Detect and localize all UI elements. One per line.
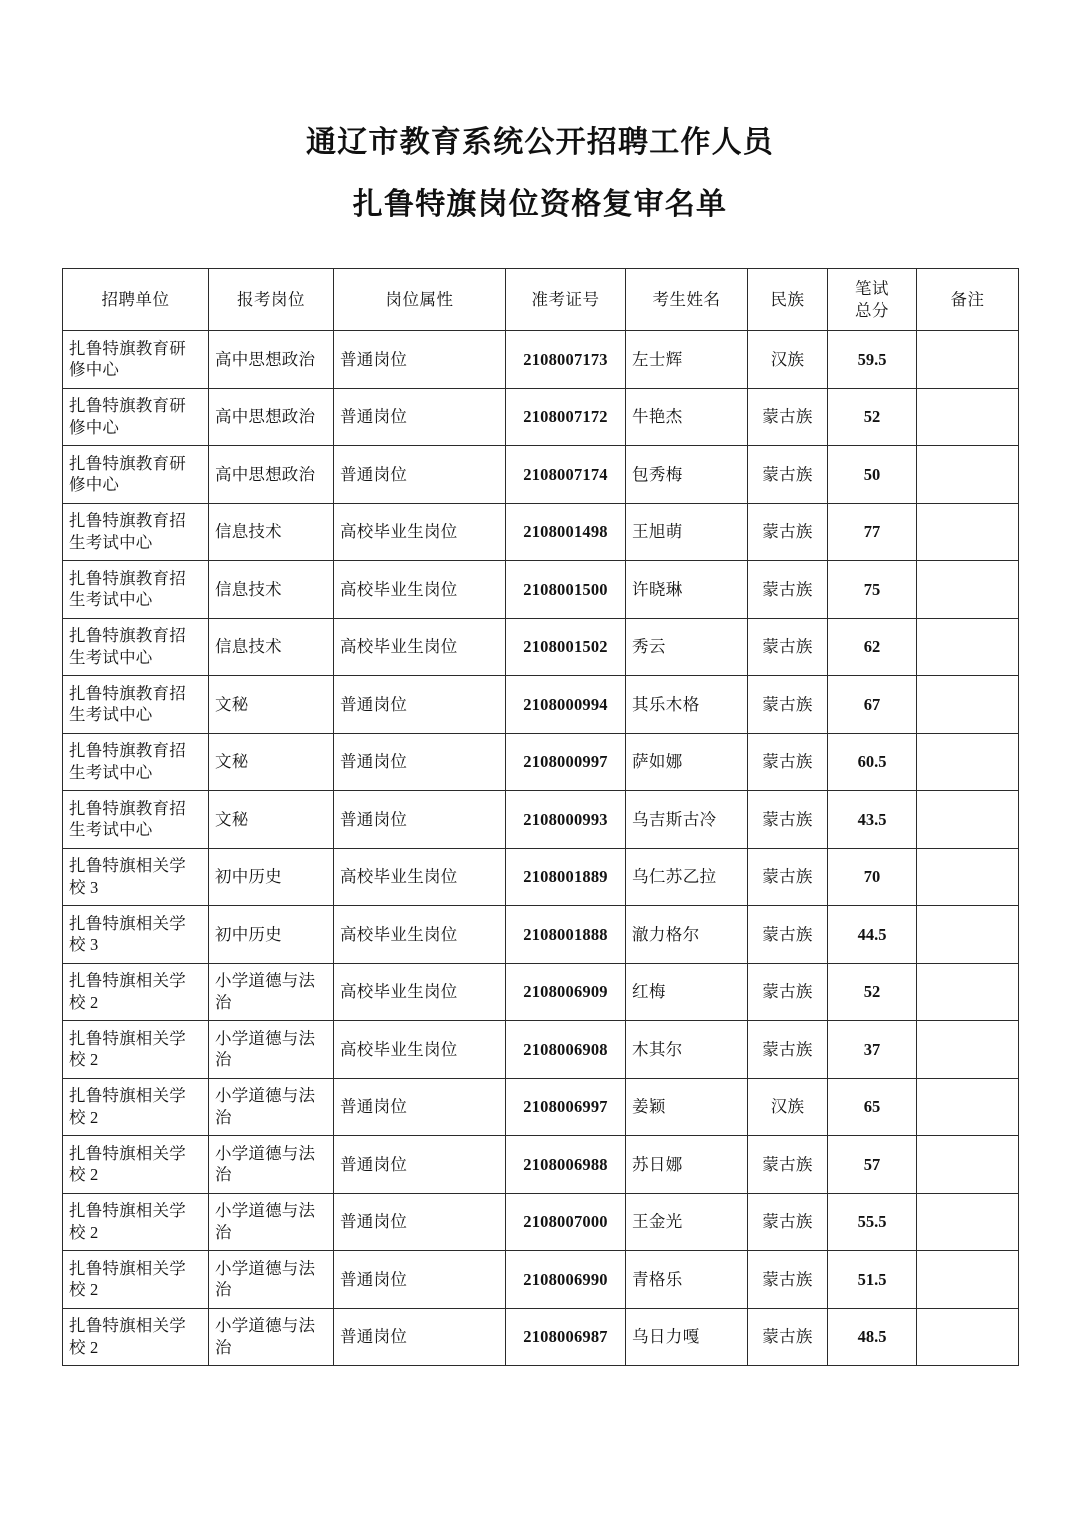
cell-attribute: 普通岗位: [334, 733, 506, 791]
cell-remark: [917, 561, 1019, 619]
cell-unit: 扎鲁特旗相关学校 2: [63, 1308, 209, 1366]
table-row: [63, 503, 1019, 561]
cell-exam-no: 2108006908: [506, 1021, 626, 1079]
table-row: [63, 331, 1019, 389]
cell-exam-no: 2108006988: [506, 1136, 626, 1194]
cell-ethnicity: 蒙古族: [748, 791, 828, 849]
cell-ethnicity: 蒙古族: [748, 963, 828, 1021]
cell-post: 小学道德与法治: [209, 963, 334, 1021]
cell-name: 乌日力嘎: [626, 1308, 748, 1366]
cell-remark: [917, 791, 1019, 849]
cell-unit: 扎鲁特旗相关学校 2: [63, 1136, 209, 1194]
cell-remark: [917, 388, 1019, 446]
cell-post: 文秘: [209, 791, 334, 849]
cell-name: 许晓琳: [626, 561, 748, 619]
column-header-unit: 招聘单位: [63, 269, 209, 331]
cell-post: 高中思想政治: [209, 388, 334, 446]
table-row: [63, 963, 1019, 1021]
cell-unit: 扎鲁特旗相关学校 2: [63, 1193, 209, 1251]
cell-unit: 扎鲁特旗教育研修中心: [63, 388, 209, 446]
cell-exam-no: 2108001889: [506, 848, 626, 906]
cell-remark: [917, 906, 1019, 964]
cell-ethnicity: 蒙古族: [748, 1251, 828, 1309]
cell-exam-no: 2108000994: [506, 676, 626, 734]
cell-post: 初中历史: [209, 848, 334, 906]
table-row: [63, 791, 1019, 849]
cell-score: 43.5: [828, 791, 917, 849]
cell-score: 52: [828, 963, 917, 1021]
cell-unit: 扎鲁特旗教育招生考试中心: [63, 791, 209, 849]
cell-attribute: 高校毕业生岗位: [334, 561, 506, 619]
cell-ethnicity: 蒙古族: [748, 561, 828, 619]
cell-attribute: 普通岗位: [334, 1136, 506, 1194]
cell-attribute: 普通岗位: [334, 388, 506, 446]
cell-attribute: 高校毕业生岗位: [334, 618, 506, 676]
cell-ethnicity: 蒙古族: [748, 676, 828, 734]
cell-score: 65: [828, 1078, 917, 1136]
cell-attribute: 普通岗位: [334, 676, 506, 734]
cell-remark: [917, 446, 1019, 504]
cell-remark: [917, 1136, 1019, 1194]
cell-attribute: 普通岗位: [334, 1078, 506, 1136]
table-row: [63, 848, 1019, 906]
table-row: [63, 561, 1019, 619]
cell-post: 小学道德与法治: [209, 1308, 334, 1366]
cell-remark: [917, 1308, 1019, 1366]
cell-score: 51.5: [828, 1251, 917, 1309]
cell-exam-no: 2108000997: [506, 733, 626, 791]
cell-remark: [917, 963, 1019, 1021]
cell-post: 文秘: [209, 733, 334, 791]
cell-score: 59.5: [828, 331, 917, 389]
cell-remark: [917, 503, 1019, 561]
table-row: [63, 1193, 1019, 1251]
table-row: [63, 388, 1019, 446]
cell-unit: 扎鲁特旗教育研修中心: [63, 446, 209, 504]
cell-exam-no: 2108006987: [506, 1308, 626, 1366]
cell-name: 王金光: [626, 1193, 748, 1251]
cell-ethnicity: 汉族: [748, 331, 828, 389]
cell-ethnicity: 蒙古族: [748, 848, 828, 906]
cell-name: 澈力格尔: [626, 906, 748, 964]
cell-remark: [917, 676, 1019, 734]
cell-score: 77: [828, 503, 917, 561]
cell-attribute: 高校毕业生岗位: [334, 503, 506, 561]
cell-post: 高中思想政治: [209, 446, 334, 504]
cell-post: 小学道德与法治: [209, 1078, 334, 1136]
table-header-row: [63, 269, 1019, 331]
cell-name: 木其尔: [626, 1021, 748, 1079]
cell-name: 萨如娜: [626, 733, 748, 791]
cell-name: 左士辉: [626, 331, 748, 389]
table-row: [63, 676, 1019, 734]
cell-ethnicity: 蒙古族: [748, 1021, 828, 1079]
cell-unit: 扎鲁特旗相关学校 2: [63, 1078, 209, 1136]
cell-post: 信息技术: [209, 618, 334, 676]
page-title-line-1: 通辽市教育系统公开招聘工作人员: [306, 126, 774, 159]
cell-name: 牛艳杰: [626, 388, 748, 446]
document-title-block: [0, 0, 1080, 220]
table-row: [63, 733, 1019, 791]
cell-attribute: 高校毕业生岗位: [334, 848, 506, 906]
column-header-score-line-1: 笔试: [855, 279, 889, 299]
cell-remark: [917, 618, 1019, 676]
cell-ethnicity: 蒙古族: [748, 446, 828, 504]
cell-score: 67: [828, 676, 917, 734]
cell-name: 青格乐: [626, 1251, 748, 1309]
cell-exam-no: 2108000993: [506, 791, 626, 849]
cell-attribute: 普通岗位: [334, 1251, 506, 1309]
table-row: [63, 618, 1019, 676]
cell-remark: [917, 1021, 1019, 1079]
cell-score: 37: [828, 1021, 917, 1079]
cell-score: 48.5: [828, 1308, 917, 1366]
column-header-ethnicity: 民族: [748, 269, 828, 331]
cell-name: 姜颖: [626, 1078, 748, 1136]
column-header-attribute: 岗位属性: [334, 269, 506, 331]
column-header-score-line-2: 总分: [855, 300, 889, 320]
table-row: [63, 1136, 1019, 1194]
cell-score: 55.5: [828, 1193, 917, 1251]
cell-post: 小学道德与法治: [209, 1251, 334, 1309]
cell-attribute: 普通岗位: [334, 446, 506, 504]
cell-unit: 扎鲁特旗相关学校 2: [63, 1021, 209, 1079]
cell-exam-no: 2108007174: [506, 446, 626, 504]
cell-post: 信息技术: [209, 561, 334, 619]
cell-attribute: 普通岗位: [334, 1193, 506, 1251]
cell-unit: 扎鲁特旗教育招生考试中心: [63, 618, 209, 676]
cell-ethnicity: 蒙古族: [748, 1308, 828, 1366]
cell-ethnicity: 蒙古族: [748, 733, 828, 791]
cell-exam-no: 2108006990: [506, 1251, 626, 1309]
cell-name: 王旭萌: [626, 503, 748, 561]
cell-unit: 扎鲁特旗相关学校 3: [63, 906, 209, 964]
cell-unit: 扎鲁特旗教育招生考试中心: [63, 733, 209, 791]
cell-exam-no: 2108001498: [506, 503, 626, 561]
cell-exam-no: 2108007000: [506, 1193, 626, 1251]
cell-remark: [917, 848, 1019, 906]
page-title-line-2: 扎鲁特旗岗位资格复审名单: [352, 188, 728, 221]
cell-unit: 扎鲁特旗教育研修中心: [63, 331, 209, 389]
cell-post: 小学道德与法治: [209, 1136, 334, 1194]
cell-name: 包秀梅: [626, 446, 748, 504]
cell-unit: 扎鲁特旗相关学校 2: [63, 963, 209, 1021]
column-header-score: [828, 269, 917, 331]
column-header-name: 考生姓名: [626, 269, 748, 331]
cell-post: 小学道德与法治: [209, 1021, 334, 1079]
cell-score: 62: [828, 618, 917, 676]
cell-post: 小学道德与法治: [209, 1193, 334, 1251]
table-row: [63, 1308, 1019, 1366]
cell-unit: 扎鲁特旗教育招生考试中心: [63, 503, 209, 561]
cell-post: 文秘: [209, 676, 334, 734]
cell-remark: [917, 331, 1019, 389]
cell-unit: 扎鲁特旗相关学校 2: [63, 1251, 209, 1309]
cell-name: 红梅: [626, 963, 748, 1021]
column-header-post: 报考岗位: [209, 269, 334, 331]
cell-attribute: 普通岗位: [334, 791, 506, 849]
cell-remark: [917, 1193, 1019, 1251]
cell-score: 70: [828, 848, 917, 906]
cell-name: 其乐木格: [626, 676, 748, 734]
cell-unit: 扎鲁特旗教育招生考试中心: [63, 676, 209, 734]
table-row: [63, 446, 1019, 504]
cell-attribute: 普通岗位: [334, 331, 506, 389]
cell-exam-no: 2108006997: [506, 1078, 626, 1136]
cell-unit: 扎鲁特旗教育招生考试中心: [63, 561, 209, 619]
cell-ethnicity: 汉族: [748, 1078, 828, 1136]
table-row: [63, 1078, 1019, 1136]
roster-table: [62, 268, 1019, 1366]
cell-attribute: 高校毕业生岗位: [334, 906, 506, 964]
table-header: [63, 269, 1019, 331]
cell-ethnicity: 蒙古族: [748, 618, 828, 676]
cell-attribute: 普通岗位: [334, 1308, 506, 1366]
cell-post: 信息技术: [209, 503, 334, 561]
cell-ethnicity: 蒙古族: [748, 1193, 828, 1251]
cell-name: 乌吉斯古冷: [626, 791, 748, 849]
cell-ethnicity: 蒙古族: [748, 503, 828, 561]
table-row: [63, 906, 1019, 964]
cell-ethnicity: 蒙古族: [748, 1136, 828, 1194]
cell-name: 苏日娜: [626, 1136, 748, 1194]
cell-score: 60.5: [828, 733, 917, 791]
table-body: [63, 331, 1019, 1366]
table-row: [63, 1251, 1019, 1309]
cell-post: 初中历史: [209, 906, 334, 964]
cell-exam-no: 2108001500: [506, 561, 626, 619]
cell-remark: [917, 733, 1019, 791]
cell-score: 44.5: [828, 906, 917, 964]
cell-attribute: 高校毕业生岗位: [334, 1021, 506, 1079]
cell-remark: [917, 1078, 1019, 1136]
cell-exam-no: 2108007172: [506, 388, 626, 446]
cell-score: 57: [828, 1136, 917, 1194]
cell-post: 高中思想政治: [209, 331, 334, 389]
cell-exam-no: 2108006909: [506, 963, 626, 1021]
column-header-exam-no: 准考证号: [506, 269, 626, 331]
table-row: [63, 1021, 1019, 1079]
cell-exam-no: 2108007173: [506, 331, 626, 389]
cell-ethnicity: 蒙古族: [748, 906, 828, 964]
cell-score: 75: [828, 561, 917, 619]
roster-table-container: [62, 268, 1018, 1366]
cell-score: 50: [828, 446, 917, 504]
cell-exam-no: 2108001888: [506, 906, 626, 964]
cell-ethnicity: 蒙古族: [748, 388, 828, 446]
cell-exam-no: 2108001502: [506, 618, 626, 676]
cell-attribute: 高校毕业生岗位: [334, 963, 506, 1021]
cell-name: 乌仁苏乙拉: [626, 848, 748, 906]
cell-name: 秀云: [626, 618, 748, 676]
column-header-remark: 备注: [917, 269, 1019, 331]
cell-score: 52: [828, 388, 917, 446]
cell-unit: 扎鲁特旗相关学校 3: [63, 848, 209, 906]
cell-remark: [917, 1251, 1019, 1309]
